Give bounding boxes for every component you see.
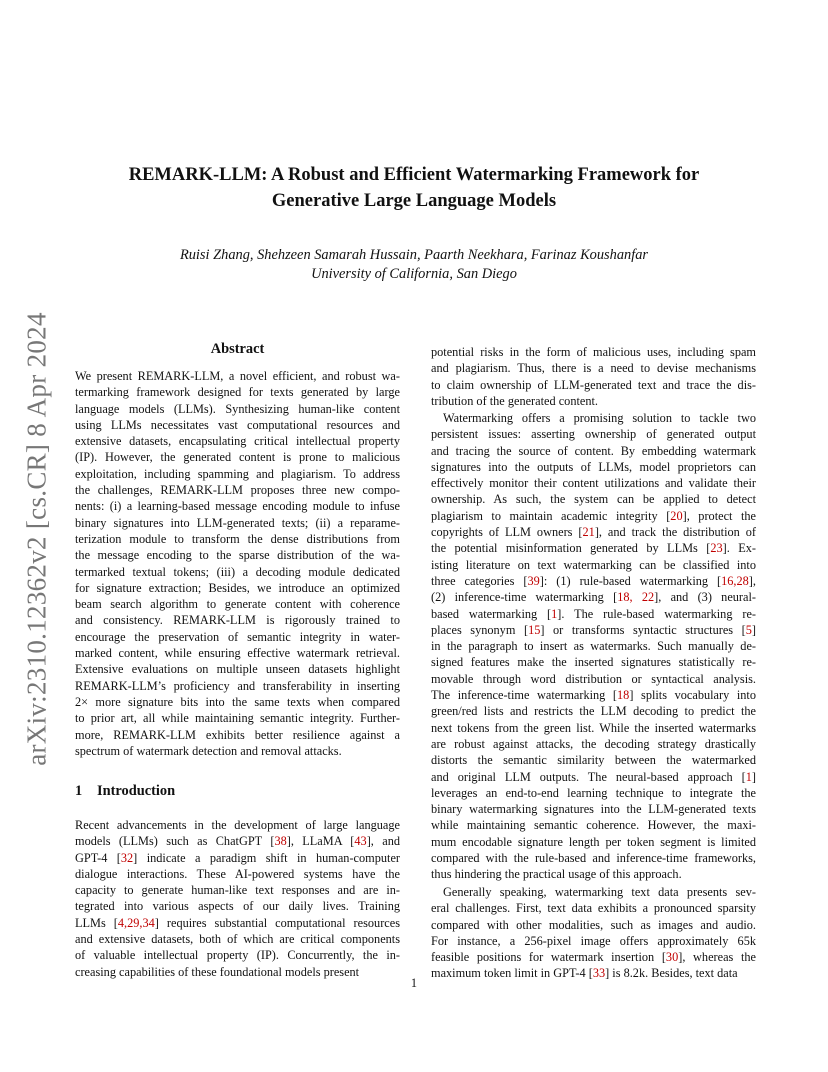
citation-link[interactable]: 5 xyxy=(745,622,752,637)
citation-link[interactable]: 43 xyxy=(354,834,367,849)
text-line: signed features make the inserted signatures statistically re- xyxy=(431,655,756,670)
section-number: 1 xyxy=(75,783,83,799)
author-names: Ruisi Zhang, Shehzeen Samarah Hussain, Paarth Neekhara, Farinaz Koushanfar xyxy=(179,247,649,263)
text-line: Generally speaking, watermarking text data presents sev- xyxy=(443,885,756,899)
abstract-heading: Abstract xyxy=(210,341,265,357)
text-line: plagiarism to maintain academic integrity [20], protect the xyxy=(431,508,756,523)
text-line: The inference-time watermarking [18] splits vocabulary into xyxy=(431,688,756,703)
text-line: of valuable intellectual property (IP). Concurrently, the in- xyxy=(75,948,400,963)
introduction-paragraph-3 xyxy=(431,410,756,883)
text-line: the challenges, REMARK-LLM proposes three new compo- xyxy=(75,483,400,498)
text-line: exploitation, including spamming and plagiarism. To address xyxy=(75,466,400,481)
text-line: feasible positions for watermark insertion [30], whereas the xyxy=(431,950,756,965)
text-line: Extensive evaluations on multiple unseen datasets highlight xyxy=(75,662,400,677)
text-line: spectrum of watermark detection and removal attacks. xyxy=(75,743,342,758)
text-line: marked content, while ensuring effective watermark retrieval. xyxy=(75,646,400,661)
text-line: compared with other modalities, such as images and audio. xyxy=(431,917,756,932)
text-line: For instance, a 256-pixel image offers approximately 65k xyxy=(431,933,756,948)
section-heading-introduction xyxy=(75,783,175,800)
text-line: for signature extraction; Besides, we introduce an optimized xyxy=(75,580,400,595)
text-line: places synonym [15] or transforms syntactic structures [5] xyxy=(431,622,757,637)
text-line: (IP). However, the generated content is prone to malicious xyxy=(75,450,400,465)
text-line: to prior art, all while maintaining semantic integrity. Further- xyxy=(75,711,400,726)
text-line: three categories [39]: (1) rule-based watermarking [16,28], xyxy=(431,573,756,588)
text-line: tegrated into various aspects of our daily lives. Training xyxy=(75,899,400,914)
text-line: using LLMs necessitates vast computational resources and xyxy=(75,417,400,432)
text-line: mum encodable signature length per token segment is limited xyxy=(431,834,756,849)
text-line: effectively monitor their content utilizations and validate their xyxy=(431,476,756,491)
text-line: the message encoding to the sparse distribution of the wa- xyxy=(75,548,400,563)
text-line: termarked textual tokens; (iii) a decoding module dedicated xyxy=(75,564,400,579)
page-number: 1 xyxy=(410,976,418,990)
citation-link[interactable]: 23 xyxy=(710,541,723,556)
text-line: 2× more signature bits into the same texts when compared xyxy=(75,694,400,709)
text-line: REMARK-LLM’s proficiency and transferability in inserting xyxy=(75,678,400,693)
author-block xyxy=(80,246,748,284)
citation-link[interactable]: 18 xyxy=(617,688,630,703)
introduction-paragraph-2 xyxy=(431,344,756,409)
citation-link[interactable]: 30 xyxy=(665,950,679,965)
author-affiliation: University of California, San Diego xyxy=(311,266,517,282)
text-line: while maintaining semantic coherence. However, the maxi- xyxy=(431,818,756,833)
text-line: thus hindering the practical usage of this approach. xyxy=(431,867,682,882)
introduction-paragraph-4 xyxy=(431,884,756,982)
text-line: nents: (i) a learning-based message encoding module to infuse xyxy=(75,499,400,514)
text-line: Recent advancements in the development of large language xyxy=(75,818,400,832)
citation-link[interactable]: 1 xyxy=(745,769,752,784)
citation-link[interactable]: 4,29,34 xyxy=(117,915,155,930)
paper-title xyxy=(80,162,748,214)
text-line: potential risks in the form of malicious uses, including spam xyxy=(431,345,756,359)
text-line: are robust against attacks, the decoding strategy drastically xyxy=(431,736,756,751)
text-line: We present REMARK-LLM, a novel efficient, and robust wa- xyxy=(75,369,400,383)
text-line: dialogue interactions. These AI-powered systems have the xyxy=(75,866,400,881)
text-line: GPT-4 [32] indicate a paradigm shift in human-computer xyxy=(75,850,400,865)
citation-link[interactable]: 33 xyxy=(592,966,606,981)
text-line: movable through word distribution or syntactical analysis. xyxy=(431,671,756,686)
text-line: and extensive datasets, both of which are critical components xyxy=(75,932,400,947)
citation-link[interactable]: 38 xyxy=(274,834,287,849)
text-line: and plagiarism. Thus, there is a need to devise mechanisms xyxy=(431,361,756,376)
text-line: based watermarking [1]. The rule-based watermarking re- xyxy=(431,606,756,621)
introduction-paragraph-1 xyxy=(75,817,400,980)
citation-link[interactable]: 16,28 xyxy=(721,573,749,588)
citation-link[interactable]: 15 xyxy=(528,622,541,637)
text-line: the potential misinformation generated by LLMs [23]. Ex- xyxy=(431,541,756,556)
text-line: and tracing the source of content. By embedding watermark xyxy=(431,443,756,458)
text-line: next tokens from the green list. While the inserted watermarks xyxy=(431,720,756,735)
text-line: creasing capabilities of these foundational models present xyxy=(75,964,360,979)
paper-title-line-2: Generative Large Language Models xyxy=(271,191,557,211)
paper-title-line-1: REMARK-LLM: A Robust and Efficient Watermarking Framework for xyxy=(128,165,700,185)
text-line: more, REMARK-LLM exhibits better resilience against a xyxy=(75,727,400,742)
text-line: maximum token limit in GPT-4 [33] is 8.2k. Besides, text data xyxy=(431,966,738,981)
text-line: distorts the semantic similarity between the watermarked xyxy=(431,753,756,768)
citation-link[interactable]: 32 xyxy=(120,850,134,865)
citation-link[interactable]: 1 xyxy=(551,606,558,621)
text-line: green/red lists and restricts the LLM decoding to predict the xyxy=(431,704,756,719)
arxiv-identifier xyxy=(22,292,52,786)
citation-link[interactable]: 18, 22 xyxy=(617,590,655,605)
text-line: encourage the preservation of semantic integrity in water- xyxy=(75,629,400,644)
text-line: extensive datasets, encapsulating critical intellectual property xyxy=(75,434,400,449)
text-line: (2) inference-time watermarking [18, 22], and (3) neural- xyxy=(431,590,756,605)
text-line: ownership. As such, the system can be applied to detect xyxy=(431,492,756,507)
text-line: in the paragraph to insert as watermarks. Such manually de- xyxy=(431,639,756,654)
text-line: to claim ownership of LLM-generated text and trace the dis- xyxy=(431,377,756,392)
text-line: compared with the rule-based and inference-time frameworks, xyxy=(431,851,756,866)
text-line: isting literature on text watermarking can be classified into xyxy=(431,557,756,572)
text-line: signatures into the outputs of LLMs, model proprietors can xyxy=(431,459,756,474)
citation-link[interactable]: 21 xyxy=(582,525,595,540)
text-line: eral challenges. First, text data exhibits a pronounced sparsity xyxy=(431,901,756,916)
text-line: persistent issues: asserting ownership of generated output xyxy=(431,427,756,442)
text-line: capacity to generate human-like text responses and are in- xyxy=(75,883,400,898)
text-line: models (LLMs) such as ChatGPT [38], LLaMA [43], and xyxy=(75,834,400,849)
text-line: copyrights of LLM owners [21], and track the distribution of xyxy=(431,525,757,540)
citation-link[interactable]: 39 xyxy=(527,573,540,588)
text-line: Watermarking offers a promising solution to tackle two xyxy=(443,411,756,425)
arxiv-identifier-text: arXiv:2310.12362v2 [cs.CR] 8 Apr 2024 xyxy=(21,312,52,766)
text-line: and original LLM outputs. The neural-based approach [1] xyxy=(431,769,756,784)
citation-link[interactable]: 20 xyxy=(670,508,683,523)
text-line: language models (LLMs). Synthesizing human-like content xyxy=(75,401,400,416)
text-line: termarking framework designed for texts generated by large xyxy=(75,385,400,400)
text-line: binary signatures into LLM-generated texts; (ii) a reparame- xyxy=(75,515,400,530)
text-line: binary watermarking signatures into the LLM-generated texts xyxy=(431,802,756,817)
text-line: and consistency. REMARK-LLM is rigorously trained to xyxy=(75,613,400,628)
section-title: Introduction xyxy=(97,783,176,799)
text-line: LLMs [4,29,34] requires substantial computational resources xyxy=(75,915,400,930)
text-line: terization module to transform the dense distributions from xyxy=(75,531,400,546)
text-line: beam search algorithm to generate content with coherence xyxy=(75,597,400,612)
text-line: leverages an end-to-end learning technique to integrate the xyxy=(431,785,756,800)
text-line: tribution of the generated content. xyxy=(431,393,598,408)
abstract-body xyxy=(75,368,400,759)
